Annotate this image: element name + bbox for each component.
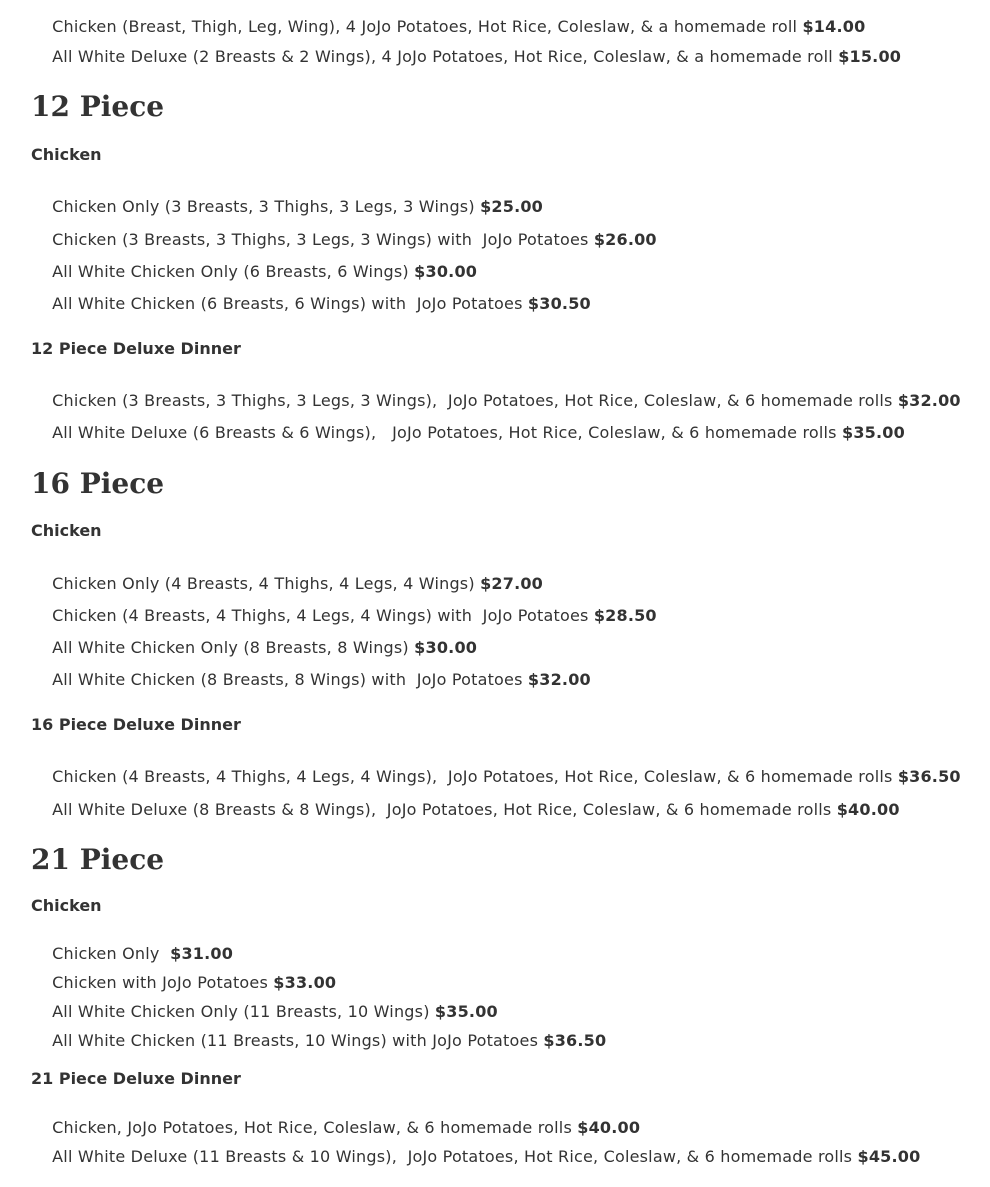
menu-item xyxy=(31,1011,607,1050)
item-text: All White Deluxe (11 Breasts & 10 Wings), JoJo Potatoes, Hot Rice, Coleslaw, & 6 homemade rolls xyxy=(52,1147,858,1166)
section-heading: 21 Piece xyxy=(31,843,165,876)
item-price: $45.00 xyxy=(857,1147,921,1166)
item-price: $30.00 xyxy=(414,638,478,657)
menu-item xyxy=(31,0,866,36)
subsection-label: Chicken xyxy=(31,521,102,540)
item-text: Chicken (3 Breasts, 3 Thighs, 3 Legs, 3 Wings) with JoJo Potatoes xyxy=(52,230,594,249)
menu-item xyxy=(31,242,478,281)
item-price: $36.50 xyxy=(897,767,961,786)
item-text: All White Deluxe (8 Breasts & 8 Wings), JoJo Potatoes, Hot Rice, Coleslaw, & 6 homemade rolls xyxy=(52,800,837,819)
item-text: Chicken Only xyxy=(52,944,171,963)
item-price: $35.00 xyxy=(842,423,905,442)
item-text: Chicken (Breast, Thigh, Leg, Wing), 4 JoJo Potatoes, Hot Rice, Coleslaw, & a homemade roll xyxy=(52,17,803,36)
item-text: All White Chicken (8 Breasts, 8 Wings) with JoJo Potatoes xyxy=(52,670,528,689)
item-price: $27.00 xyxy=(480,574,544,593)
item-price: $26.00 xyxy=(593,230,657,249)
item-text: All White Deluxe (6 Breasts & 6 Wings), JoJo Potatoes, Hot Rice, Coleslaw, & 6 homemade rolls xyxy=(52,423,842,442)
subsection-label: Chicken xyxy=(31,145,102,164)
menu-item xyxy=(31,650,591,689)
subsection-label: Chicken xyxy=(31,896,102,915)
menu-item xyxy=(31,953,337,992)
item-text: Chicken with JoJo Potatoes xyxy=(52,973,274,992)
item-text: All White Chicken Only (11 Breasts, 10 Wings) xyxy=(52,1002,435,1021)
subsection-label: 21 Piece Deluxe Dinner xyxy=(31,1069,241,1088)
item-price: $30.00 xyxy=(414,262,478,281)
item-price: $14.00 xyxy=(802,17,866,36)
section-heading: 16 Piece xyxy=(31,467,165,500)
menu-item xyxy=(31,982,498,1021)
item-text: Chicken Only (3 Breasts, 3 Thighs, 3 Legs, 3 Wings) xyxy=(52,197,481,216)
subsection-label: 16 Piece Deluxe Dinner xyxy=(31,715,241,734)
item-text: All White Chicken (11 Breasts, 10 Wings) with JoJo Potatoes xyxy=(52,1031,544,1050)
subsection-label: 12 Piece Deluxe Dinner xyxy=(31,339,241,358)
menu-item xyxy=(31,210,657,249)
item-text: Chicken (4 Breasts, 4 Thighs, 4 Legs, 4 Wings), JoJo Potatoes, Hot Rice, Coleslaw, & 6 homemade rolls xyxy=(52,767,898,786)
menu-item xyxy=(31,27,902,66)
item-price: $40.00 xyxy=(836,800,900,819)
item-text: All White Chicken Only (6 Breasts, 6 Wings) xyxy=(52,262,415,281)
item-price: $33.00 xyxy=(273,973,337,992)
item-price: $30.50 xyxy=(527,294,591,313)
item-text: Chicken, JoJo Potatoes, Hot Rice, Coleslaw, & 6 homemade rolls xyxy=(52,1118,578,1137)
item-text: All White Chicken Only (8 Breasts, 8 Wings) xyxy=(52,638,415,657)
menu-item xyxy=(31,371,961,410)
item-price: $32.00 xyxy=(527,670,591,689)
menu-item xyxy=(31,403,905,442)
menu-item xyxy=(31,924,234,963)
menu-item xyxy=(31,747,961,786)
menu-item xyxy=(31,177,544,216)
item-text: All White Chicken (6 Breasts, 6 Wings) with JoJo Potatoes xyxy=(52,294,528,313)
item-price: $35.00 xyxy=(434,1002,498,1021)
section-heading: 12 Piece xyxy=(31,90,165,123)
menu-item xyxy=(31,618,478,657)
menu-item xyxy=(31,1127,921,1166)
item-text: Chicken Only (4 Breasts, 4 Thighs, 4 Legs, 4 Wings) xyxy=(52,574,481,593)
item-price: $31.00 xyxy=(170,944,234,963)
item-text: All White Deluxe (2 Breasts & 2 Wings), 4 JoJo Potatoes, Hot Rice, Coleslaw, & a homemade roll xyxy=(52,47,839,66)
item-price: $36.50 xyxy=(543,1031,607,1050)
menu-item xyxy=(31,274,591,313)
item-price: $15.00 xyxy=(838,47,902,66)
menu-item xyxy=(31,780,900,819)
item-price: $28.50 xyxy=(593,606,657,625)
menu-item xyxy=(31,554,544,593)
menu-item xyxy=(31,1098,641,1137)
item-text: Chicken (3 Breasts, 3 Thighs, 3 Legs, 3 Wings), JoJo Potatoes, Hot Rice, Coleslaw, & 6 homemade rolls xyxy=(52,391,898,410)
item-text: Chicken (4 Breasts, 4 Thighs, 4 Legs, 4 Wings) with JoJo Potatoes xyxy=(52,606,594,625)
menu-item xyxy=(31,586,657,625)
item-price: $25.00 xyxy=(480,197,544,216)
item-price: $40.00 xyxy=(577,1118,641,1137)
item-price: $32.00 xyxy=(897,391,961,410)
